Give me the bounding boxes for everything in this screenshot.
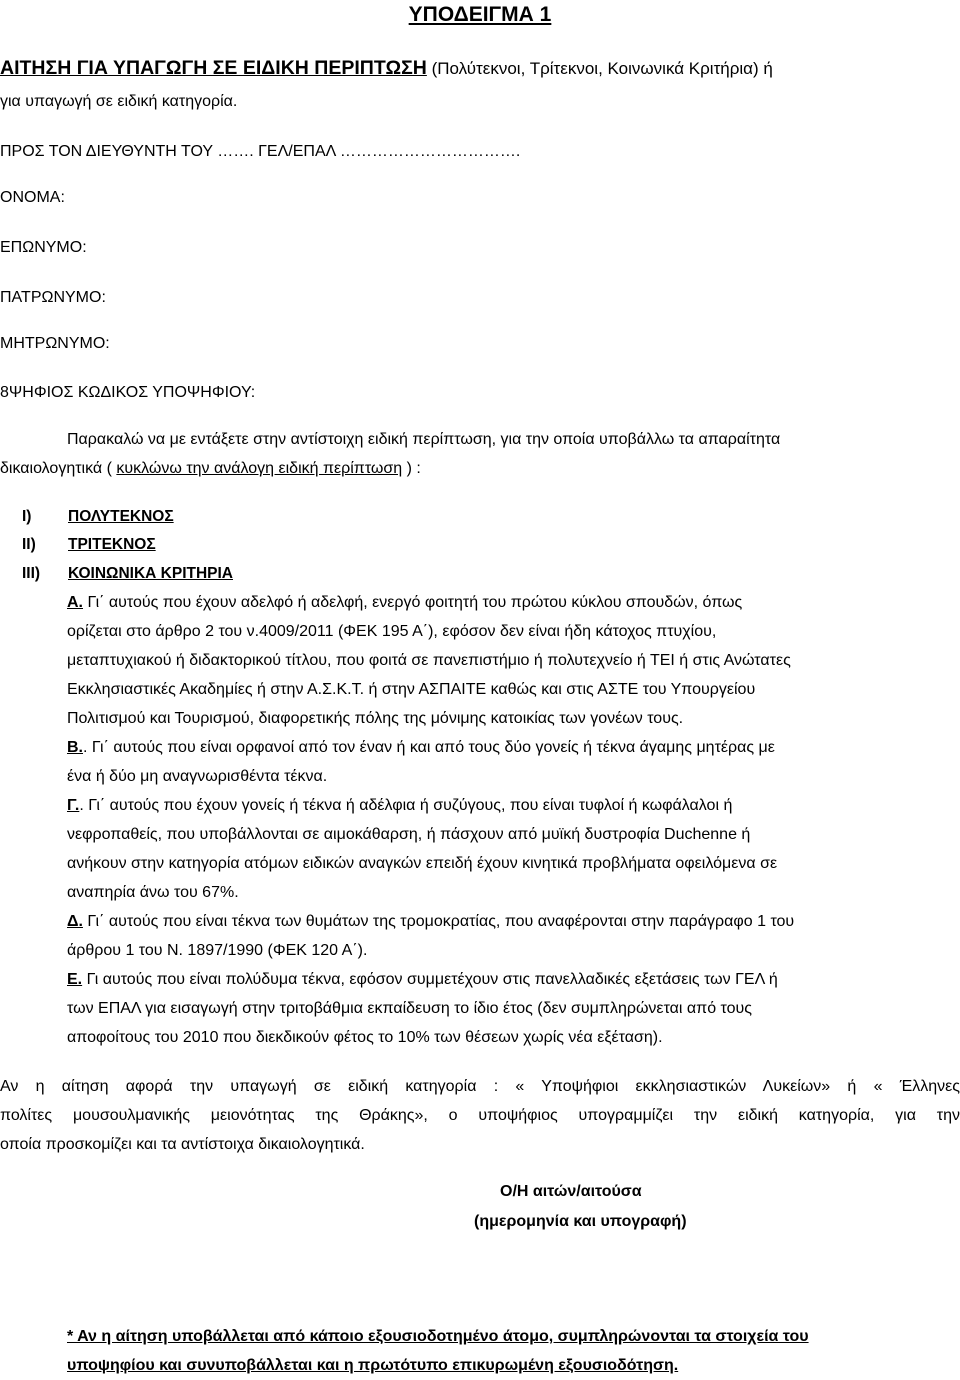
recipient-line: ΠΡΟΣ ΤΟΝ ΔΙΕΥΘΥΝΤΗ ΤΟΥ ……. ΓΕΛ/ΕΠΑΛ …………………………….	[0, 143, 521, 160]
category-item-triteknos: II) ΤΡΙΤΕΚΝΟΣ	[22, 536, 156, 553]
category-item-social-criteria: III) ΚΟΙΝΩΝΙΚΑ ΚΡΙΤΗΡΙΑ	[22, 565, 233, 582]
criterion-e-letter: Ε.	[67, 971, 83, 988]
request-line-1: Παρακαλώ να με εντάξετε στην αντίστοιχη ειδική περίπτωση, για την οποία υποβάλλω τα απαραίτητα	[67, 431, 781, 448]
criterion-d: Δ. Γι΄ αυτούς που είναι τέκνα των θυμάτων της τρομοκρατίας, που αναφέρονται στην παράγραφο 1 του άρθρου 1 του Ν. 1897/1990 (ΦΕΚ 120 Α΄).	[67, 913, 795, 959]
criterion-b: Β.. Γι΄ αυτούς που είναι ορφανοί από τον έναν ή και από τους δύο γονείς ή τέκνα άγαμης μητέρας με ένα ή δύο μη αναγνωρισθέντα τέκνα.	[67, 739, 775, 785]
criterion-g-letter: Γ.	[67, 797, 80, 814]
application-heading-rest: (Πολύτεκνοι, Τρίτεκνοι, Κοινωνικά Κριτήρια) ή	[426, 59, 773, 78]
criterion-e: Ε. Γι αυτούς που είναι πολύδυμα τέκνα, εφόσον συμμετέχουν στις πανελλαδικές εξετάσεις των ΓΕΛ ή των ΕΠΑΛ για εισαγωγή στην τριτοβάθμια εκπαίδευση το ίδιο έτος (δεν συμπληρώνεται από τους αποφοίτους του 2010 που διεκδικούν φέτος το 10% των θέσεων χωρίς νέα εξέταση).	[67, 971, 778, 1046]
signature-date-label: (ημερομηνία και υπογραφή)	[474, 1213, 687, 1230]
criterion-a: Α. Γι΄ αυτούς που έχουν αδελφό ή αδελφή, ενεργό φοιτητή του πρώτου κύκλου σπουδών, όπως ορίζεται στο άρθρο 2 του ν.4009/2011 (ΦΕΚ 195 Α΄), εφόσον δεν είναι ήδη κάτοχος πτυχίου, μεταπτυχιακού ή διδακτορικού τίτλου, που φοιτά σε πανεπιστήμιο ή πολυτεχνείο ή ΤΕΙ ή στις Ανώτατες Εκκλησιαστικές Ακαδημίες ή στην Α.Σ.Κ.Τ. ή στην ΑΣΠΑΙΤΕ καθώς και στις ΑΣΤΕ του Υπουργείου Πολιτισμού και Τουρισμού, διαφορετικής πόλης της μόνιμης κατοικίας των γονέων τους.	[67, 594, 791, 727]
criterion-d-letter: Δ.	[67, 913, 83, 930]
signature-label: Ο/Η αιτών/αιτούσα	[500, 1183, 642, 1200]
surname-field-label: ΕΠΩΝΥΜΟ:	[0, 239, 87, 256]
candidate-code-field-label: 8ΨΗΦΙΟΣ ΚΩΔΙΚΟΣ ΥΠΟΨΗΦΙΟΥ:	[0, 384, 256, 401]
application-heading-bold: ΑΙΤΗΣΗ ΓΙΑ ΥΠΑΓΩΓΗ ΣΕ ΕΙΔΙΚΗ ΠΕΡΙΠΤΩΣΗ	[0, 57, 427, 79]
criterion-g: Γ.. Γι΄ αυτούς που έχουν γονείς ή τέκνα ή αδέλφια ή συζύγους, που είναι τυφλοί ή κωφάλαλοι ή νεφροπαθείς, που υποβάλλονται σε αιμοκάθαρση, ή πάσχουν από μυϊκή δυστροφία Duchenne ή ανήκουν στην κατηγορία ατόμων ειδικών αναγκών επειδή έχουν κινητικά προβλήματα οφειλόμενα σε αναπηρία άνω του 67%.	[67, 797, 778, 901]
special-category-paragraph: Αν η αίτηση αφορά την υπαγωγή σε ειδική κατηγορία : « Υποψήφιοι εκκλησιαστικών Λυκείων» ή « Έλληνες πολίτες μουσουλμανικής μειονότητας της Θράκης», ο υποψήφιος υπογραμμίζει την ειδική κατηγορία, για την οποία προσκομίζει και τα αντίστοιχα δικαιολογητικά.	[0, 1078, 960, 1153]
document-title: ΥΠΟΔΕΙΓΜΑ 1	[408, 3, 552, 26]
father-name-field-label: ΠΑΤΡΩΝΥΜΟ:	[0, 289, 106, 306]
circle-instruction: κυκλώνω την ανάλογη ειδική περίπτωση	[116, 460, 403, 477]
category-item-polyteknos: I) ΠΟΛΥΤΕΚΝΟΣ	[22, 508, 174, 525]
criterion-a-letter: Α.	[67, 594, 83, 611]
application-heading-line2: για υπαγωγή σε ειδική κατηγορία.	[0, 93, 238, 110]
criterion-b-letter: Β.	[67, 739, 83, 756]
request-line-2: δικαιολογητικά ( κυκλώνω την ανάλογη ειδική περίπτωση ) :	[0, 460, 421, 477]
footnote: * Αν η αίτηση υποβάλλεται από κάποιο εξουσιοδοτημένο άτομο, συμπληρώνονται τα στοιχεία του υποψηφίου και συνυποβάλλεται και η πρωτότυπο επικυρωμένη εξουσιοδότηση.	[67, 1328, 809, 1374]
mother-name-field-label: ΜΗΤΡΩΝΥΜΟ:	[0, 335, 110, 352]
name-field-label: ΟΝΟΜΑ:	[0, 189, 65, 206]
application-heading	[0, 56, 773, 81]
